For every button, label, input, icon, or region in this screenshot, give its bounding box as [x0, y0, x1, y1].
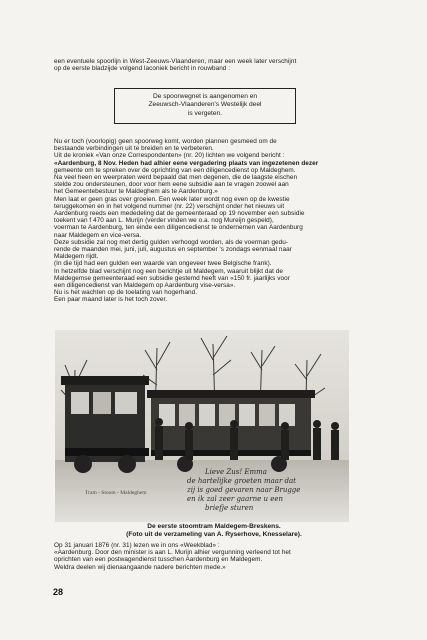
handwriting-line: de hartelijke groeten maar dat: [187, 477, 296, 485]
body-text: [54, 138, 374, 304]
text-line: bestaande verbindingen uit te breiden en te verbeteren.: [54, 145, 214, 153]
steam-locomotive: [61, 376, 149, 473]
text-line: teruggekomen en in het volgend nummer (nr. 22) verschijnt onder het nieuws uit: [54, 202, 285, 210]
caption-line: De eerste stoomtram Maldegem-Breskens.: [147, 523, 281, 530]
text-line: «Aardenburg, 8 Nov. Heden had alhier eene vergadering plaats van ingezetenen dezer: [54, 159, 319, 167]
text-line: Uit de kroniek «Van onze Correspondenten» (nr. 20) lichten we volgend bericht :: [54, 152, 285, 160]
text-line: (In die tijd had een gulden een waarde van ongeveer twee Belgische frank).: [54, 260, 272, 268]
text-line: Maldegem rijdt.: [54, 253, 99, 261]
text-line: «Aardenburg. Door den minister is aan L. Murijn alhier vergunning verleend tot het: [54, 549, 291, 557]
text-line: Nu er toch (voorlopig) geen spoorweg komt, worden plannen gesmeed om de: [54, 138, 277, 145]
text-line: voerman te Aardenburg, ten einde een diligencedienst te ondernemen van Aardenburg: [54, 224, 303, 232]
notice-line: is vergeten.: [187, 109, 223, 117]
text-line: een diligencedienst van Maldegem op Aardenburg vise-versa».: [54, 282, 236, 290]
text-line: Aardenburg reeds een mededeling dat de gemeenteraad op 19 november een subsidie: [54, 210, 305, 218]
postcard-caption: Tram - Stoom - Maldeghem: [85, 490, 147, 496]
text-line: een eventuele spoorlijn in West-Zeeuws-Vlaanderen, maar een week later verschijnt: [54, 58, 297, 65]
handwriting-line: en ik zal zeer gaarne u een: [187, 495, 284, 503]
text-line: Men laat er geen gras over groeien. Een week later wordt nog even op de kwestie: [54, 195, 290, 203]
page-number: 28: [53, 587, 64, 597]
text-line: stelde zou ondersteunen, door voor hem eene subsidie aan te vragen zoowel aan: [54, 181, 289, 189]
text-line: Een paar maand later is het toch zover.: [54, 296, 168, 304]
text-line: naar Maldegem en vice-versa.: [54, 231, 142, 239]
closing-paragraph: [54, 542, 374, 571]
text-line: Op 31 januari 1876 (nr. 31) lezen we in ons «Weekblad» :: [54, 542, 220, 549]
text-line: Weldra deelen wij dienaangaande nadere berichten mede.»: [54, 563, 226, 571]
notice-line: De spoorwegnet is aangenomen en: [152, 93, 258, 100]
text-line: Nu is het wachten op de toelating van hogerhand.: [54, 289, 198, 297]
text-line: Deze subsidie zal nog met dertig gulden verhoogd worden, als de voerman gedu-: [54, 238, 289, 246]
intro-paragraph: [54, 58, 374, 72]
text-line: Maldegemse gemeenteraad een subsidie gestemd heeft van «150 fr. jaarlijks voor: [54, 274, 290, 282]
text-line: toekent van f 470 aan L. Murijn (verder vinden we o.a. nog Mureijn gespeld),: [54, 217, 274, 225]
text-line: Na veel heen en weerpraten werd bepaald dat men degenen, die de laagste eischen: [54, 174, 298, 182]
notice-line: Zeeuwsch-Vlaanderen's Westelijk deel: [148, 101, 262, 109]
caption-line: (Foto uit de verzameling van A. Ryserhove, Knesselare).: [126, 530, 302, 538]
text-line: op de eerste bladzijde volgend laconiek bericht in rouwband :: [54, 65, 231, 73]
photo-caption: [54, 523, 374, 538]
text-line: rende de maanden mei, juni, juli, augustus en september 's zondags eenmaal naar: [54, 246, 292, 254]
handwriting-line: Lieve Zus! Emma: [205, 468, 267, 476]
boxed-notice: [114, 88, 296, 124]
handwriting-line: briefje sturen: [205, 504, 254, 512]
tram-photo-illustration: [55, 330, 349, 522]
text-line: gemeente om te spreken over de oprichting van een diligencedienst op Maldeghem.: [54, 166, 296, 174]
text-line: oprichten van een postwagendienst tusschen Aardenburg en Maldegem.: [54, 556, 263, 564]
handwriting-line: zij is goed gevaren naar Brugge: [187, 486, 301, 494]
text-line: het Gemeentebestuur te Maldeghem als te Aardenburg.»: [54, 188, 218, 196]
tram-photo: [55, 330, 349, 522]
text-line: In hetzelfde blad verschijnt nog een berichtje uit Maldegem, waaruit blijkt dat de: [54, 267, 283, 275]
